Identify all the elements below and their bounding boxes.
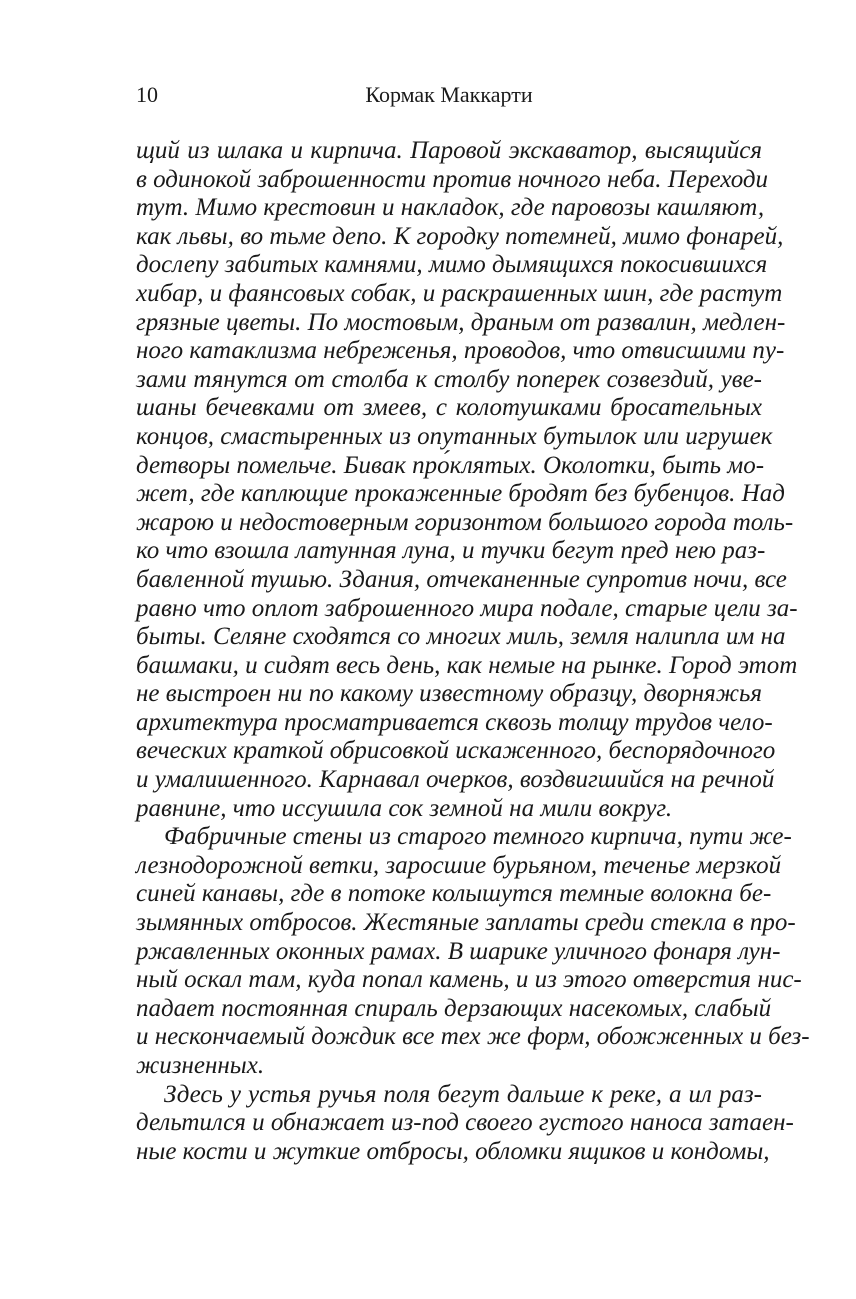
text-line: жет, где каплющие прокаженные бродят без бубенцов. Над xyxy=(136,480,785,508)
text-line: равнине, что иссушила сок земной на мили вокруг. xyxy=(136,794,673,822)
text-line: не выстроен ни по какому известному образцу, дворняжья xyxy=(136,680,762,708)
running-title: Кормак Маккарти xyxy=(365,82,533,107)
text-line: синей канавы, где в потоке колышутся темные волокна бе- xyxy=(136,880,772,908)
text-line: зами тянутся от столба к столбу поперек созвездий, уве- xyxy=(136,365,762,393)
text-line: и нескончаемый дождик все тех же форм, обожженных и без- xyxy=(136,1023,810,1051)
text-line: щий из шлака и кирпича. Паровой экскаватор, высящийся xyxy=(136,137,762,164)
paragraph xyxy=(136,823,810,1080)
body-text xyxy=(136,137,810,1166)
text-line: архитектура просматривается сквозь толщу трудов чело- xyxy=(136,708,773,736)
text-line: бавленной тушью. Здания, отчеканенные супротив ночи, все xyxy=(136,565,787,593)
text-line: ные кости и жуткие отбросы, обломки ящиков и кондомы, xyxy=(136,1137,770,1165)
text-line: как львы, во тьме депо. К городку потемней, мимо фонарей, xyxy=(136,222,784,250)
running-head xyxy=(136,82,762,112)
text-line: детворы помельче. Бивак про́клятых. Околотки, быть мо- xyxy=(136,451,765,479)
text-line: дельтился и обнажает из-под своего густого наноса затаен- xyxy=(136,1109,794,1137)
text-line: падает постоянная спираль дерзающих насекомых, слабый xyxy=(136,994,772,1022)
text-line: зымянных отбросов. Жестяные заплаты среди стекла в про- xyxy=(136,909,796,937)
text-line: башмаки, и сидят весь день, как немые на рынке. Город этот xyxy=(136,651,798,679)
text-line: жизненных. xyxy=(136,1052,265,1079)
text-line: в одинокой заброшенности против ночного неба. Переходи xyxy=(136,165,769,193)
text-line: шаны бечевками от змеев, с колотушками бросательных xyxy=(136,394,762,422)
text-line: хибар, и фаянсовых собак, и раскрашенных шин, где растут xyxy=(136,279,783,307)
text-line: веческих краткой обрисовкой искаженного, беспорядочного xyxy=(136,737,776,765)
text-line: Здесь у устья ручья поля бегут дальше к реке, а ил раз- xyxy=(164,1080,762,1108)
text-line: лезнодорожной ветки, заросшие бурьяном, теченье мерзкой xyxy=(136,851,782,879)
text-line: ного катаклизма небреженья, проводов, что отвисшими пу- xyxy=(136,337,785,365)
text-line: быты. Селяне сходятся со многих миль, земля налипла им на xyxy=(136,623,786,651)
paragraph xyxy=(136,137,798,823)
text-line: ко что взошла латунная луна, и тучки бегут пред нею раз- xyxy=(136,537,766,565)
text-line: жарою и недостоверным горизонтом большого города толь- xyxy=(136,508,794,536)
text-line: дослепу забитых камнями, мимо дымящихся покосившихся xyxy=(136,251,768,279)
text-line: ржавленных оконных рамах. В шарике уличного фонаря лун- xyxy=(136,937,781,965)
text-line: ный оскал там, куда попал камень, и из этого отверстия нис- xyxy=(136,966,802,994)
text-line: концов, смастыренных из опутанных бутылок или игрушек xyxy=(136,422,773,450)
page-number: 10 xyxy=(136,82,158,107)
text-line: тут. Мимо крестовин и накладок, где паровозы кашляют, xyxy=(136,194,765,222)
text-line: грязные цветы. По мостовым, драным от развалин, медлен- xyxy=(136,308,786,336)
text-line: и умалишенного. Карнавал очерков, воздвигшийся на речной xyxy=(136,766,775,794)
paragraph xyxy=(136,1080,794,1167)
text-line: равно что оплот заброшенного мира подале, старые цели за- xyxy=(136,594,798,622)
text-line: Фабричные стены из старого темного кирпича, пути же- xyxy=(164,823,792,851)
